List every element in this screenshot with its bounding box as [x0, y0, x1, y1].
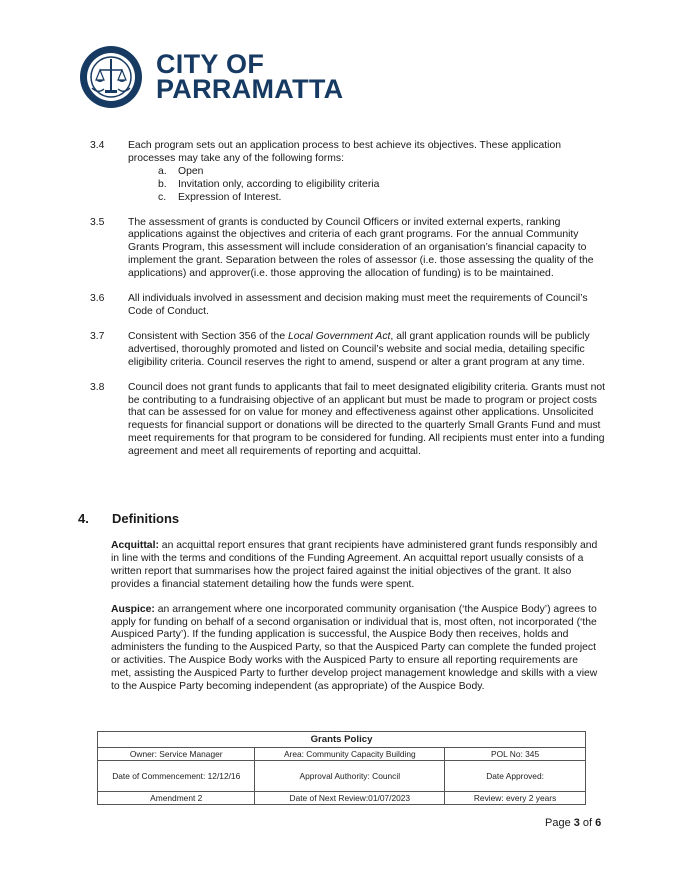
definition-auspice	[111, 604, 601, 694]
definitions-list	[111, 540, 601, 706]
page-number	[545, 817, 601, 829]
application-forms-list	[128, 166, 610, 205]
clause-number: 3.8	[90, 381, 105, 393]
definition-term: Acquittal:	[111, 540, 159, 551]
definition-text: an acquittal report ensures that grant recipients have administered grant funds responsibly and in line with the terms and conditions of the Funding Agreement. An acquittal report usually consists of a written report that summarises how the project faired against the initial objectives of the grant. It also provides a financial statement detailing how the funds were spent.	[111, 540, 598, 590]
parramatta-seal-icon	[78, 44, 144, 110]
act-title: Local Government Act	[288, 330, 391, 342]
table-cell: Date of Next Review:01/07/2023	[255, 792, 445, 805]
list-item-text: Invitation only, according to eligibility criteria	[178, 178, 380, 190]
page-label: Page	[545, 817, 574, 829]
clause-text: The assessment of grants is conducted by Council Officers or invited external experts, ranking applications against the objectives and criteria of each grant programs. For the annual Community Grants Program, this assessment will include consideration of an organisation’s financial capacity to implement the grant. Separation between the roles of assessor (i.e. those assessing the quality of the applications) and approver(i.e. those approving the allocation of funding) is to be maintained.	[128, 216, 594, 280]
page-of: of	[579, 817, 596, 829]
policy-clauses	[90, 140, 610, 471]
policy-info-table	[97, 731, 586, 805]
table-cell: Amendment 2	[98, 792, 255, 805]
clause-text: All individuals involved in assessment and decision making must meet the requirements of Council’s Code of Conduct.	[128, 293, 588, 317]
table-title: Grants Policy	[98, 732, 586, 748]
list-item	[128, 166, 610, 179]
clause-text-start: Consistent with Section 356 of the	[128, 330, 288, 342]
clause-text-end: , all grant application rounds will be publicly advertised, thoroughly promoted and listed on Council’s website and social media, detailing specific eligibility criteria. Council reserves the right to amend, suspend or alter a grant program at any time.	[128, 330, 590, 368]
table-cell: Area: Community Capacity Building	[255, 748, 445, 761]
clause-3-4	[90, 140, 610, 205]
list-item	[128, 179, 610, 192]
clause-3-8	[90, 382, 610, 459]
clause-text: Each program sets out an application process to best achieve its objectives. These application processes may take any of the following forms:	[128, 140, 561, 164]
clause-number: 3.5	[90, 216, 105, 228]
clause-3-7	[90, 331, 610, 370]
clause-3-6	[90, 293, 610, 319]
clause-number: 3.7	[90, 330, 105, 342]
list-letter: b.	[158, 178, 167, 190]
heading-title: Definitions	[112, 511, 180, 526]
list-letter: c.	[158, 191, 167, 203]
logo-wordmark	[156, 49, 344, 104]
clause-number: 3.6	[90, 293, 105, 305]
list-item-text: Open	[178, 165, 204, 177]
table-row	[98, 748, 586, 761]
page-total: 6	[595, 817, 602, 829]
clause-number: 3.4	[90, 140, 105, 151]
list-letter: a.	[158, 165, 167, 177]
table-cell: Owner: Service Manager	[98, 748, 255, 761]
definition-term: Auspice:	[111, 603, 155, 615]
table-row	[98, 792, 586, 805]
table-cell: Date Approved:	[445, 761, 586, 792]
list-item-text: Expression of Interest.	[178, 191, 282, 203]
table-cell: Review: every 2 years	[445, 792, 586, 805]
heading-number: 4.	[78, 511, 89, 526]
clause-text: Council does not grant funds to applicants that fail to meet designated eligibility criteria. Grants must not be contributing to a fundraising objective of an applicant but must be made to program or project costs that can be assessed for on value for money and effectiveness against other applications. Unsolicited requests for financial support or donations will be directed to the quarterly Small Grants Fund and must meet requirements for that program to be considered for funding. All recipients must enter into a funding agreement and meet all requirements of reporting and acquittal.	[128, 381, 606, 458]
city-of-parramatta-logo	[78, 44, 343, 110]
list-item	[128, 192, 610, 205]
logo-line-1: CITY OF	[156, 49, 265, 79]
clause-3-5	[90, 217, 610, 282]
definition-acquittal	[111, 540, 601, 592]
definition-text: an arrangement where one incorporated community organisation (‘the Auspice Body’) agrees to apply for funding on behalf of a second organisation or individual that is, most often, not incorporated (‘the Auspiced Party’). If the funding application is successful, the Auspice Body then receives, holds and administers the funding to the Auspiced Party, so that the Auspiced Party can complete the funded project or activities. The Auspice Body works with the Auspiced Party to ensure all reporting requirements are met, assisting the Auspiced Party to further develop project management knowledge and skills with a view to the Auspice Party becoming independent (as appropriate) of the Auspice Body.	[111, 603, 598, 693]
logo-line-2: PARRAMATTA	[156, 74, 344, 104]
clause-text	[128, 331, 610, 370]
definitions-heading	[78, 511, 179, 526]
table-cell: POL No: 345	[445, 748, 586, 761]
table-cell: Approval Authority: Council	[255, 761, 445, 792]
page-current: 3	[573, 817, 580, 829]
table-cell: Date of Commencement: 12/12/16	[98, 761, 255, 792]
table-row	[98, 761, 586, 792]
